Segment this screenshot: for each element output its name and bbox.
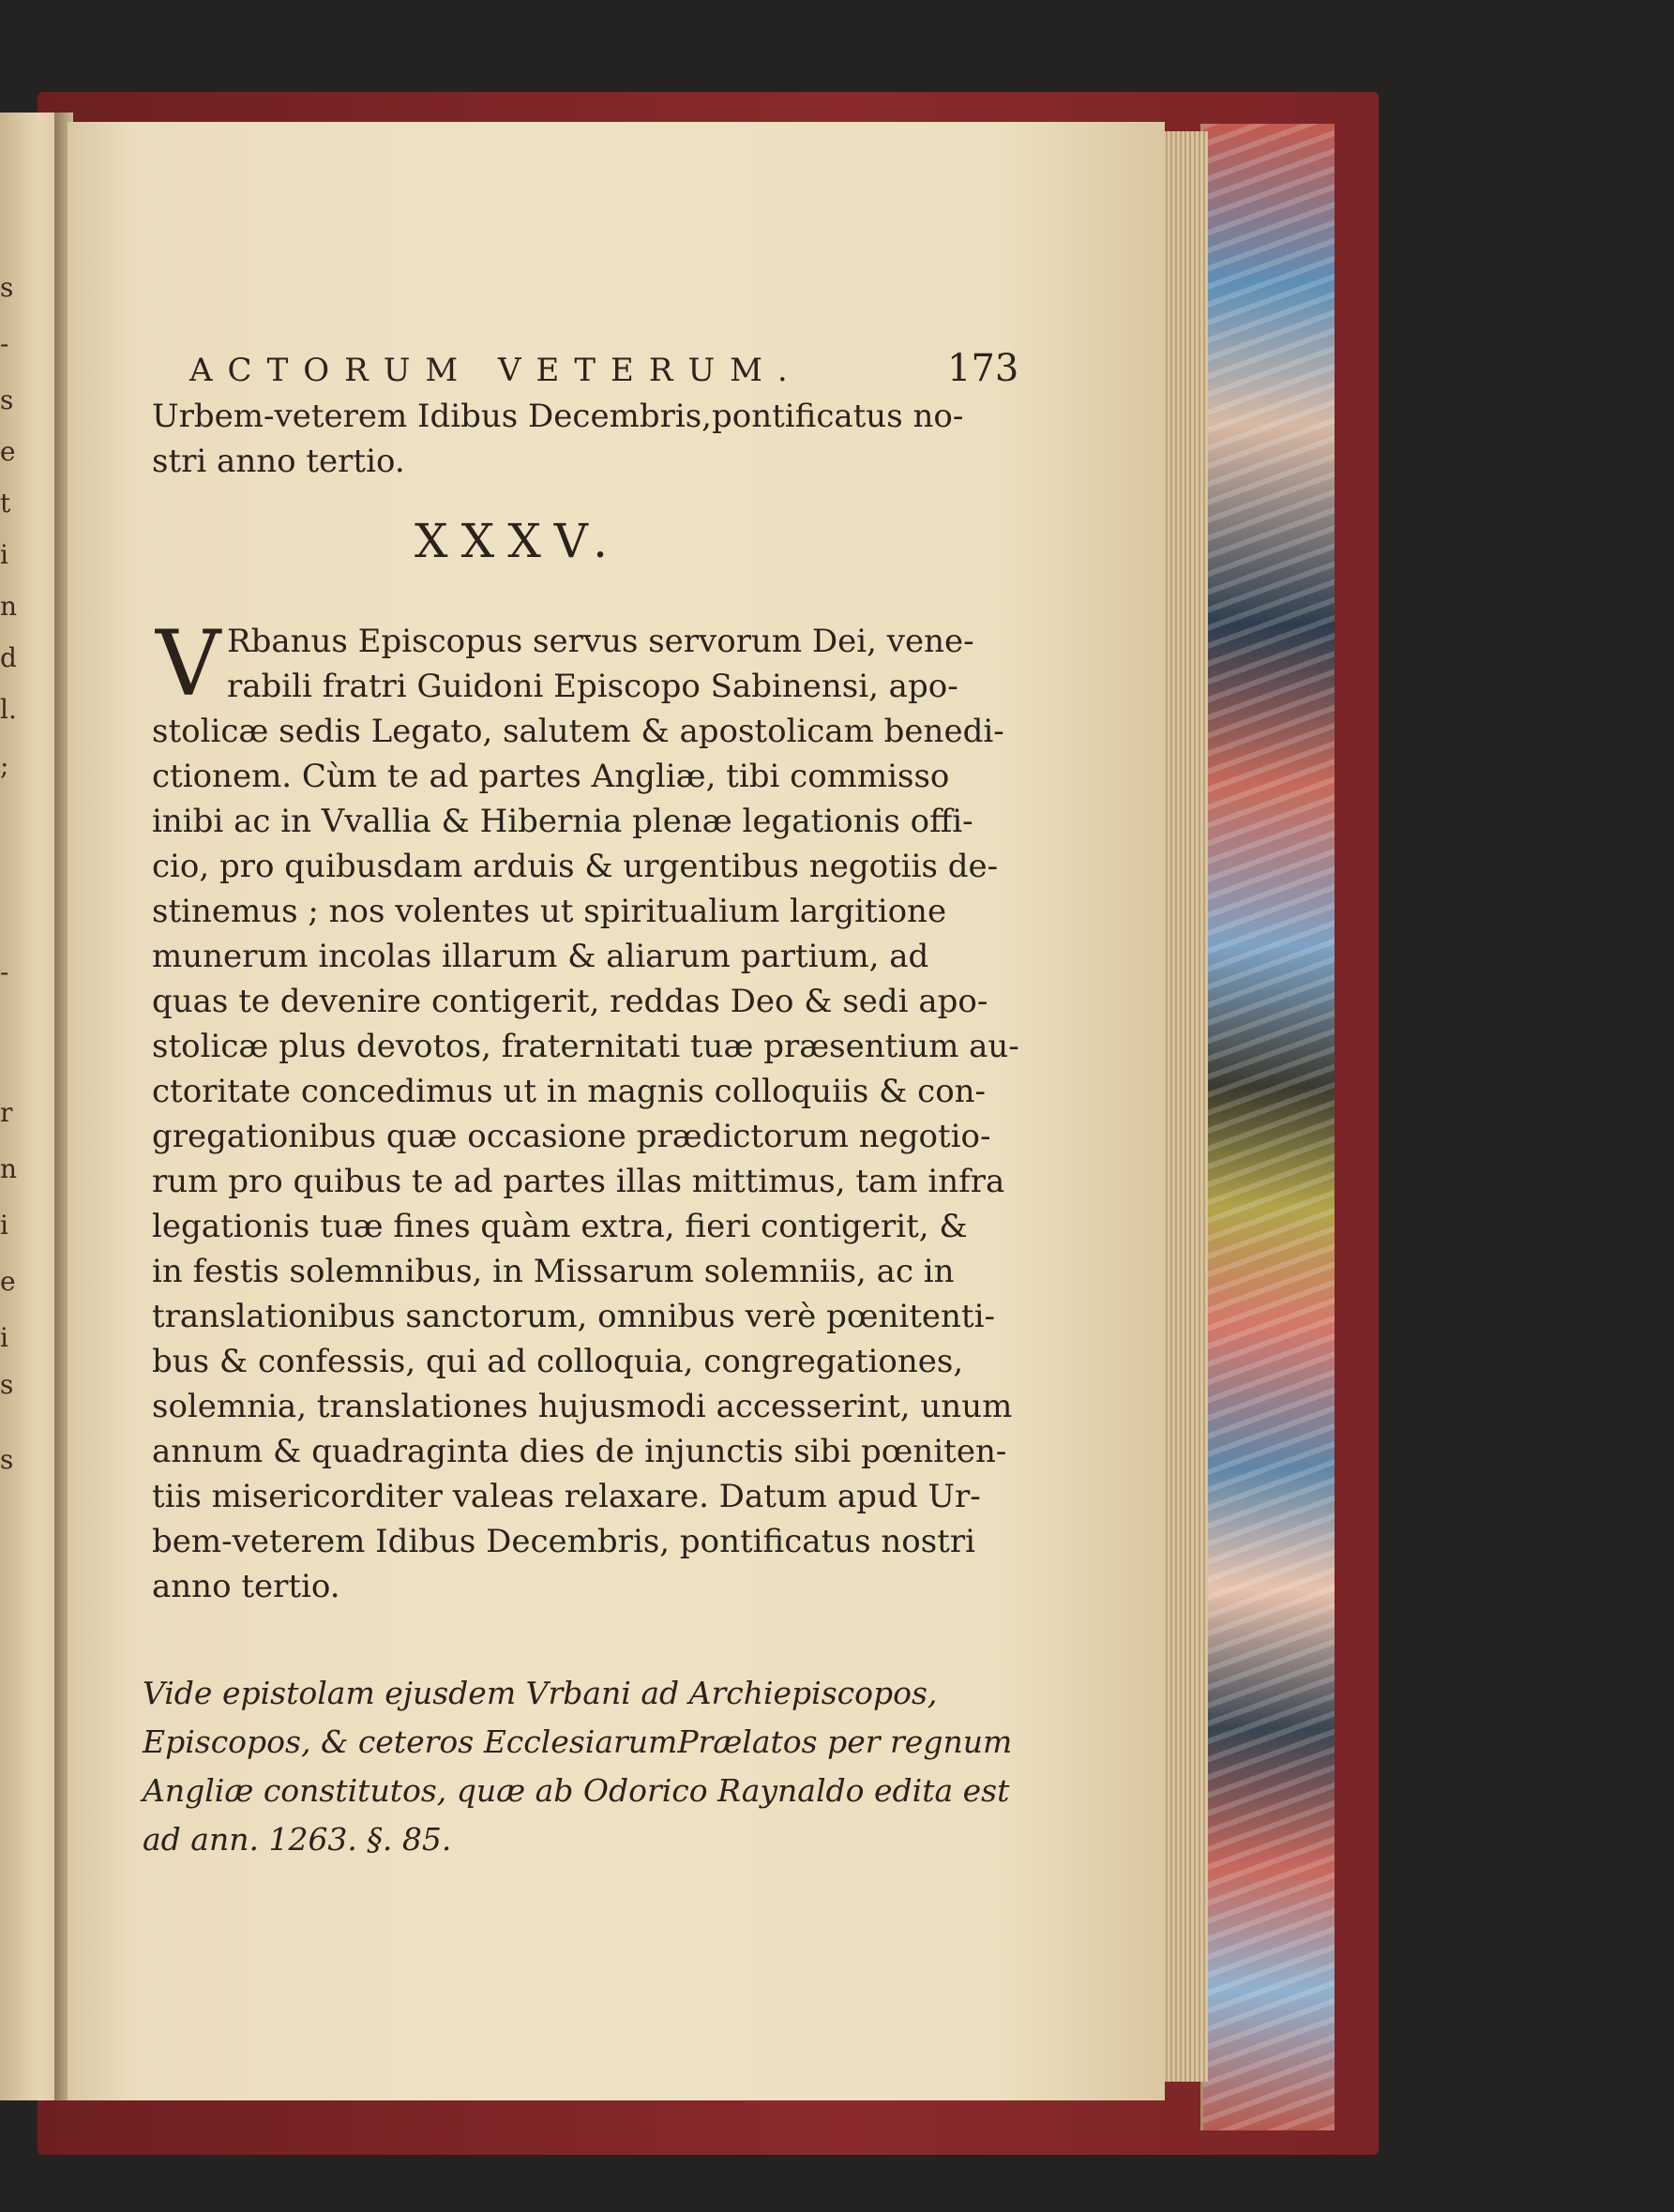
text-line: legationis tuæ fines quàm extra, fieri contigerit, & bbox=[152, 1208, 968, 1245]
text-line: ctionem. Cùm te ad partes Angliæ, tibi commisso bbox=[152, 758, 950, 795]
left-page-fragment: d bbox=[0, 642, 17, 673]
marginal-note bbox=[143, 1669, 1013, 1864]
left-page-fragment: l. bbox=[0, 694, 17, 725]
text-line: quas te devenire contigerit, reddas Deo & sedi apo- bbox=[152, 983, 988, 1020]
note-line: Episcopos, & ceteros EcclesiarumPrælatos per regnum bbox=[143, 1723, 1013, 1760]
text-line: in festis solemnibus, in Missarum solemniis, ac in bbox=[152, 1253, 955, 1290]
text-line: anno tertio. bbox=[152, 1568, 340, 1605]
left-page-fragment: r bbox=[0, 1097, 13, 1128]
text-line: stinemus ; nos volentes ut spiritualium largitione bbox=[152, 893, 947, 930]
text-line: stolicæ sedis Legato, salutem & apostolicam benedi- bbox=[152, 713, 1004, 750]
text-line: stri anno tertio. bbox=[152, 443, 405, 480]
text-line: munerum incolas illarum & aliarum partium, ad bbox=[152, 938, 929, 975]
recto-page bbox=[68, 122, 1165, 2100]
drop-cap: V bbox=[156, 611, 221, 716]
text-line: tiis misericorditer valeas relaxare. Datum apud Ur- bbox=[152, 1478, 981, 1515]
left-page-fragment: n bbox=[0, 1153, 18, 1184]
text-line: bus & confessis, qui ad colloquia, congregationes, bbox=[152, 1343, 964, 1380]
left-page-fragment: s bbox=[0, 1444, 14, 1475]
opening-lines bbox=[152, 394, 987, 484]
text-line: translationibus sanctorum, omnibus verè pœnitenti- bbox=[152, 1298, 995, 1335]
left-page-fragment: i bbox=[0, 539, 8, 570]
left-page-fragment: i bbox=[0, 1210, 8, 1241]
text-line: solemnia, translationes hujusmodi accesserint, unum bbox=[152, 1388, 1013, 1425]
text-line: cio, pro quibusdam arduis & urgentibus negotiis de- bbox=[152, 848, 999, 885]
text-line: bem-veterem Idibus Decembris, pontificatus nostri bbox=[152, 1523, 975, 1560]
text-line: gregationibus quæ occasione prædictorum negotio- bbox=[152, 1118, 991, 1155]
left-page-fragment: t bbox=[0, 488, 11, 519]
text-line: Urbem-veterem Idibus Decembris,pontificatus no- bbox=[152, 398, 964, 435]
marbled-endpaper bbox=[1200, 124, 1335, 2130]
text-line: inibi ac in Vvallia & Hibernia plenæ legationis offi- bbox=[152, 803, 973, 840]
note-line: ad ann. 1263. §. 85. bbox=[143, 1821, 452, 1858]
section-number: XXXV. bbox=[415, 514, 622, 568]
running-head: ACTORUM VETERUM. bbox=[189, 352, 803, 389]
text-line: stolicæ plus devotos, fraternitati tuæ præsentium au- bbox=[152, 1028, 1019, 1065]
note-line: Vide epistolam ejusdem Vrbani ad Archiepiscopos, bbox=[143, 1675, 938, 1711]
left-page-fragment: e bbox=[0, 1266, 16, 1297]
note-line: Angliæ constitutos, quæ ab Odorico Raynaldo edita est bbox=[143, 1772, 1010, 1809]
left-page-fragment: s bbox=[0, 1369, 14, 1400]
text-line: rabili fratri Guidoni Episcopo Sabinensi, apo- bbox=[227, 668, 958, 705]
document-body bbox=[152, 611, 1019, 1609]
text-line: Rbanus Episcopus servus servorum Dei, vene- bbox=[227, 623, 974, 660]
left-page-fragment: s bbox=[0, 384, 14, 415]
left-page-fragment: n bbox=[0, 591, 18, 622]
text-line: rum pro quibus te ad partes illas mittimus, tam infra bbox=[152, 1163, 1005, 1200]
left-page-fragment: - bbox=[0, 956, 9, 987]
text-line: ctoritate concedimus ut in magnis colloquiis & con- bbox=[152, 1073, 987, 1110]
left-page-fragment: - bbox=[0, 328, 9, 359]
left-page-fragment: ; bbox=[0, 750, 9, 781]
page-number: 173 bbox=[947, 347, 1019, 390]
left-page-fragment: e bbox=[0, 436, 16, 467]
text-line: annum & quadraginta dies de injunctis sibi pœniten- bbox=[152, 1433, 1007, 1470]
left-page-fragment: i bbox=[0, 1322, 8, 1353]
left-page-fragment: s bbox=[0, 272, 14, 303]
